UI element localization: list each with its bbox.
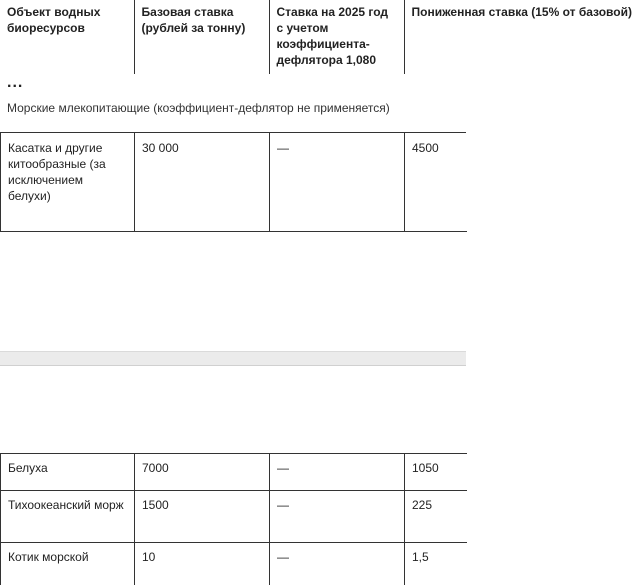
table-row xyxy=(1,491,467,543)
header-row xyxy=(0,0,466,74)
header-reduced-rate: Пониженная ставка (15% от базовой) xyxy=(411,5,632,19)
omitted-rows-ellipsis: ... xyxy=(7,74,24,91)
cell-object: Касатка и другие китообразные (за исключением белухи) xyxy=(1,133,135,231)
table-header xyxy=(0,0,632,74)
table-body-bottom xyxy=(0,453,467,585)
section-heading: Морские млекопитающие (коэффициент-дефлятор не применяется) xyxy=(0,96,466,133)
cell-object: Тихоокеанский морж xyxy=(1,491,135,543)
table-row xyxy=(1,133,467,231)
cell-object: Белуха xyxy=(1,454,135,491)
cell-reduced-rate: 4500 xyxy=(405,133,467,231)
table-body-top xyxy=(0,133,467,232)
cell-reduced-rate: 1050 xyxy=(405,454,467,491)
cell-base-rate: 1500 xyxy=(135,491,270,543)
page-break-divider xyxy=(0,351,466,366)
cell-base-rate: 7000 xyxy=(135,454,270,491)
table-row xyxy=(1,543,467,585)
cell-reduced-rate: 1,5 xyxy=(412,550,429,564)
cell-rate-2025: — xyxy=(270,454,405,491)
cell-rate-2025: — xyxy=(270,491,405,543)
table-row xyxy=(1,454,467,491)
header-base-rate: Базовая ставка (рублей за тонну) xyxy=(134,0,269,74)
cell-rate-2025: — xyxy=(270,543,405,585)
cell-reduced-rate: 225 xyxy=(405,491,467,543)
cell-base-rate: 10 xyxy=(135,543,270,585)
header-object: Объект водных биоресурсов xyxy=(0,0,134,74)
cell-rate-2025: — xyxy=(270,133,405,231)
header-rate-2025: Ставка на 2025 год с учетом коэффициента-дефлятора 1,080 xyxy=(269,0,404,74)
cell-object: Котик морской xyxy=(1,543,135,585)
cell-base-rate: 30 000 xyxy=(135,133,270,231)
